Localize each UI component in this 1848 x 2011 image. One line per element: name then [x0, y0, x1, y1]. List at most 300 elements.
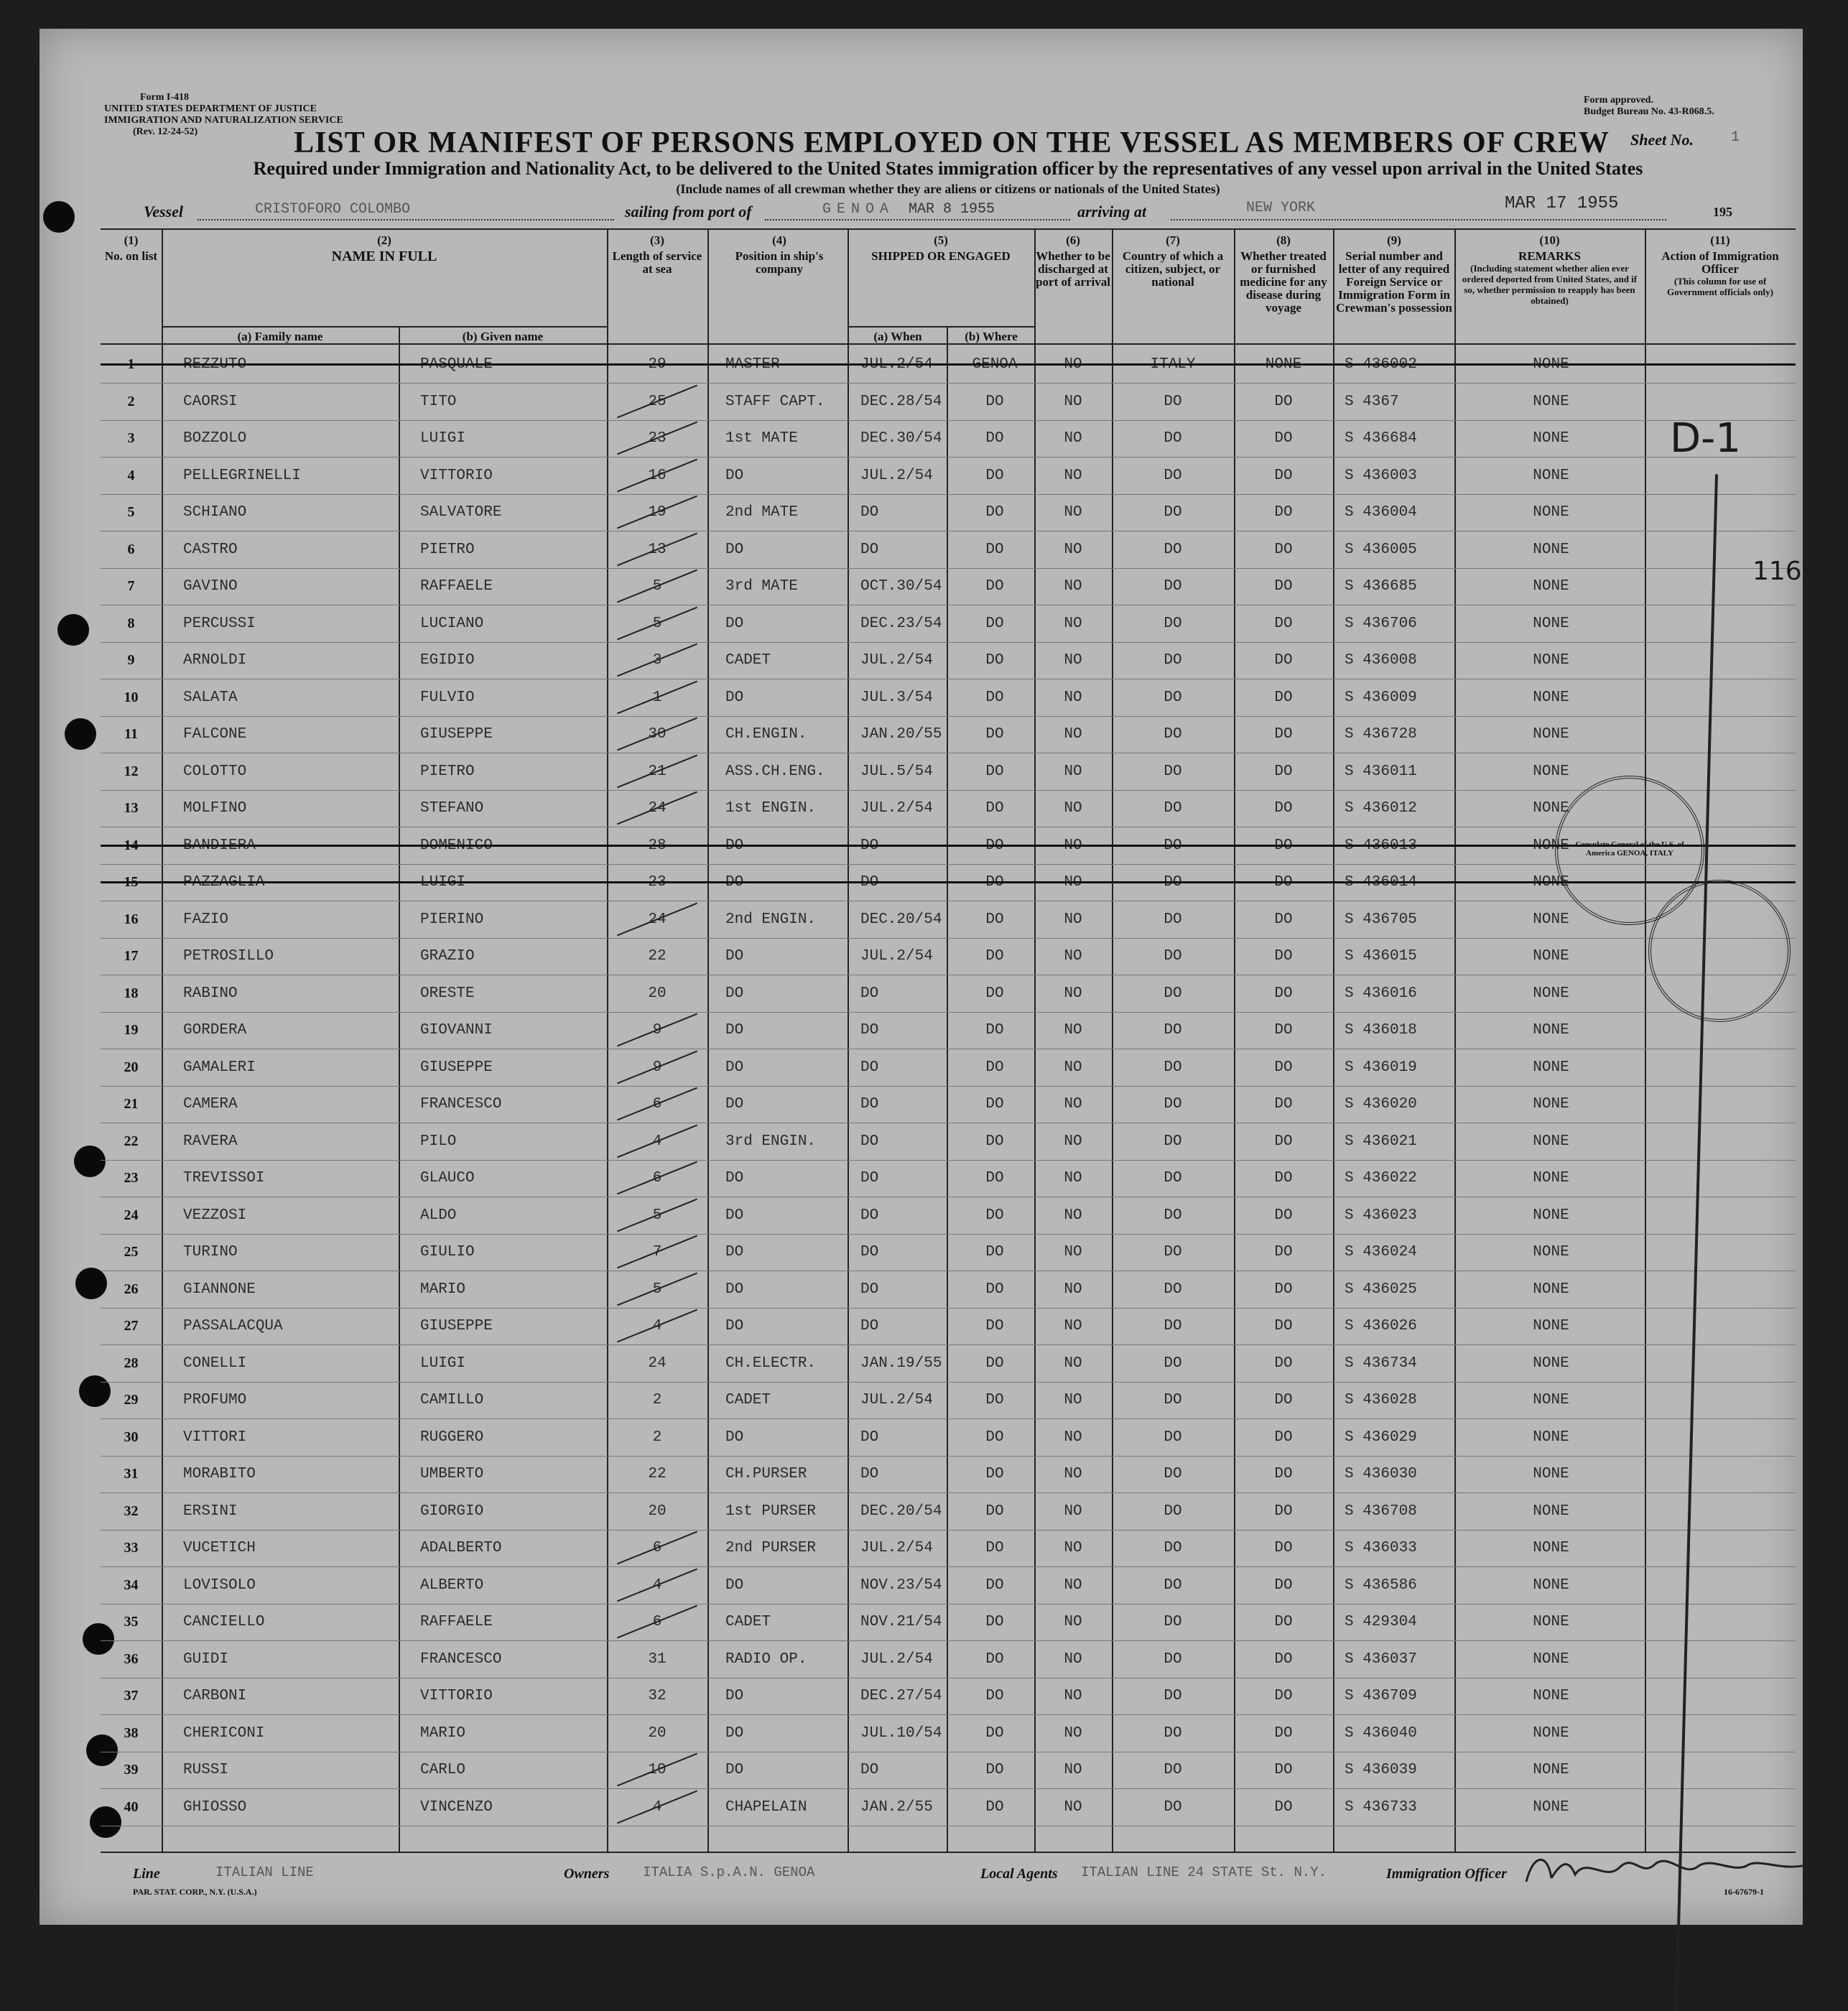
serial-number: S 436021	[1345, 1133, 1417, 1150]
family-name: CAMERA	[183, 1096, 238, 1113]
header-remarks: (10) REMARKS (Including statement whether alien ever ordered deported from United States, and if so, whether permission to reapply has been obtained)	[1462, 233, 1638, 306]
row-number: 13	[124, 800, 139, 816]
table-row	[101, 1234, 1796, 1271]
medicine: DO	[1274, 1133, 1293, 1150]
country: DO	[1164, 800, 1182, 817]
remarks: NONE	[1533, 1133, 1569, 1150]
medicine: DO	[1274, 948, 1293, 965]
position: DO	[725, 1318, 744, 1334]
medicine: DO	[1274, 1614, 1293, 1630]
shipped-when: JUL.2/54	[860, 1540, 933, 1556]
medicine: DO	[1274, 578, 1293, 595]
length-of-service: 20	[648, 985, 667, 1002]
length-of-service: 13	[648, 541, 667, 558]
table-row	[101, 1197, 1796, 1235]
table-row	[101, 864, 1796, 901]
discharged: NO	[1064, 1244, 1082, 1260]
family-name: RABINO	[183, 985, 238, 1002]
family-name: GHIOSSO	[183, 1798, 247, 1816]
remarks: NONE	[1533, 1466, 1569, 1482]
length-of-service: 4	[652, 1318, 662, 1334]
given-name: ORESTE	[420, 985, 475, 1002]
country: DO	[1164, 726, 1182, 743]
medicine: DO	[1274, 1170, 1293, 1186]
shipped-when: JUL.2/54	[860, 1392, 933, 1408]
given-name: DOMENICO	[420, 837, 493, 854]
line-label: Line	[133, 1866, 160, 1882]
serial-number: S 436011	[1345, 763, 1417, 780]
row-number: 12	[124, 763, 139, 779]
position: 2nd PURSER	[725, 1540, 817, 1556]
serial-number: S 436706	[1345, 615, 1417, 632]
given-name: RUGGERO	[420, 1429, 484, 1446]
serial-number: S 436029	[1345, 1429, 1417, 1446]
page-title: LIST OR MANIFEST OF PERSONS EMPLOYED ON THE VESSEL AS MEMBERS OF CREW	[294, 126, 1610, 159]
shipped-when: DO	[860, 1096, 879, 1113]
given-name: UMBERTO	[420, 1466, 484, 1482]
medicine: DO	[1274, 689, 1293, 706]
country: DO	[1164, 1576, 1182, 1594]
vessel-name: CRISTOFORO COLOMBO	[255, 201, 411, 218]
sailing-date: MAR 8 1955	[909, 201, 995, 218]
remarks: NONE	[1533, 1318, 1569, 1334]
medicine: DO	[1274, 615, 1293, 632]
shipped-when: DO	[860, 1207, 879, 1224]
row-number: 17	[124, 948, 139, 964]
remarks: NONE	[1533, 1540, 1569, 1556]
discharged: NO	[1064, 985, 1082, 1002]
family-name: PAZZAGLIA	[183, 874, 265, 891]
country: DO	[1164, 1170, 1182, 1186]
discharged: NO	[1064, 504, 1082, 521]
remarks: NONE	[1533, 1096, 1569, 1113]
discharged: NO	[1064, 1576, 1082, 1594]
position: DO	[725, 1096, 744, 1113]
shipped-where: DO	[985, 1318, 1004, 1334]
table-row	[101, 605, 1796, 643]
row-number: 34	[124, 1576, 139, 1593]
position: DO	[725, 1762, 744, 1778]
country: DO	[1164, 1207, 1182, 1224]
punch-hole	[57, 614, 89, 646]
remarks: NONE	[1533, 1650, 1569, 1668]
table-row	[101, 790, 1796, 827]
position: DO	[725, 615, 744, 632]
medicine: NONE	[1265, 356, 1302, 373]
table-row	[101, 1456, 1796, 1493]
table-row	[101, 1567, 1796, 1604]
family-name: VEZZOSI	[183, 1207, 247, 1224]
remarks: NONE	[1533, 800, 1569, 817]
shipped-where: DO	[985, 948, 1004, 965]
remarks: NONE	[1533, 874, 1569, 891]
family-name: CARBONI	[183, 1688, 247, 1704]
row-number: 20	[124, 1059, 139, 1075]
shipped-where: DO	[985, 430, 1004, 447]
family-name: BANDIERA	[183, 837, 256, 854]
shipped-where: GENOA	[972, 356, 1018, 373]
table-row	[101, 494, 1796, 531]
serial-number: S 436022	[1345, 1170, 1417, 1186]
table-row	[101, 1752, 1796, 1789]
medicine: DO	[1274, 1355, 1293, 1372]
given-name: FRANCESCO	[420, 1650, 502, 1668]
remarks: NONE	[1533, 1614, 1569, 1630]
position: DO	[725, 467, 744, 484]
length-of-service: 6	[652, 1540, 662, 1556]
medicine: DO	[1274, 1059, 1293, 1076]
shipped-when: DEC.27/54	[860, 1688, 942, 1704]
country: DO	[1164, 467, 1182, 484]
shipped-where: DO	[985, 541, 1004, 558]
discharged: NO	[1064, 1466, 1082, 1482]
serial-number: S 436685	[1345, 578, 1417, 595]
shipped-where: DO	[985, 1466, 1004, 1482]
shipped-when: JUL.2/54	[860, 356, 933, 373]
medicine: DO	[1274, 541, 1293, 558]
discharged: NO	[1064, 1429, 1082, 1446]
length-of-service: 10	[648, 1762, 667, 1778]
length-of-service: 29	[648, 356, 667, 373]
position: CH.PURSER	[725, 1466, 807, 1482]
shipped-where: DO	[985, 874, 1004, 891]
budget-number: Budget Bureau No. 43-R068.5.	[1584, 106, 1714, 117]
header-country: (7) Country of which a citizen, subject, or national	[1122, 233, 1224, 289]
remarks: NONE	[1533, 763, 1569, 780]
position: ASS.CH.ENG.	[725, 763, 825, 780]
position: DO	[725, 1688, 744, 1704]
medicine: DO	[1274, 467, 1293, 484]
row-number: 37	[124, 1688, 139, 1704]
shipped-where: DO	[985, 652, 1004, 669]
medicine: DO	[1274, 504, 1293, 521]
shipped-when: JUL.2/54	[860, 467, 933, 484]
country: DO	[1164, 1688, 1182, 1704]
family-name: REZZUTO	[183, 356, 247, 373]
table-row	[101, 458, 1796, 495]
medicine: DO	[1274, 1281, 1293, 1298]
table-row	[101, 1086, 1796, 1123]
length-of-service: 22	[648, 948, 667, 965]
port-of-sailing: GENOA	[822, 201, 895, 218]
header-no: (1) No. on list	[104, 233, 158, 263]
position: DO	[725, 1022, 744, 1039]
serial-number: S 436586	[1345, 1576, 1417, 1594]
shipped-where: DO	[985, 1429, 1004, 1446]
table-row	[101, 716, 1796, 753]
discharged: NO	[1064, 1355, 1082, 1372]
length-of-service: 4	[652, 1576, 662, 1594]
table-row	[101, 1345, 1796, 1383]
row-number: 33	[124, 1540, 139, 1556]
shipped-where: DO	[985, 1096, 1004, 1113]
given-name: PILO	[420, 1133, 457, 1150]
table-row	[101, 1271, 1796, 1309]
remarks: NONE	[1533, 1724, 1569, 1742]
arrival-port: NEW YORK	[1246, 200, 1316, 216]
family-name: VITTORI	[183, 1429, 247, 1446]
country: DO	[1164, 874, 1182, 891]
length-of-service: 6	[652, 1170, 662, 1186]
shipped-when: DO	[860, 1429, 879, 1446]
shipped-when: DEC.20/54	[860, 1503, 942, 1520]
header-immigration-action: (11) Action of Immigration Officer (This column for use of Government officials only)	[1661, 233, 1779, 297]
shipped-when: JUL.5/54	[860, 763, 933, 780]
serial-number: S 436016	[1345, 985, 1417, 1002]
remarks: NONE	[1533, 1281, 1569, 1298]
serial-number: S 436009	[1345, 689, 1417, 706]
given-name: RAFFAELE	[420, 578, 493, 595]
remarks: NONE	[1533, 356, 1569, 373]
given-name: MARIO	[420, 1724, 466, 1742]
remarks: NONE	[1533, 615, 1569, 632]
header-family-name: (a) Family name	[237, 330, 323, 343]
country: DO	[1164, 1650, 1182, 1668]
length-of-service: 20	[648, 1724, 667, 1742]
row-number: 35	[124, 1614, 139, 1630]
remarks: NONE	[1533, 1355, 1569, 1372]
given-name: MARIO	[420, 1281, 466, 1298]
length-of-service: 7	[652, 1244, 662, 1260]
discharged: NO	[1064, 763, 1082, 780]
serial-number: S 436734	[1345, 1355, 1417, 1372]
shipped-when: DO	[860, 985, 879, 1002]
position: 1st PURSER	[725, 1503, 817, 1520]
row-number: 15	[124, 874, 139, 890]
length-of-service: 3	[652, 652, 662, 669]
shipped-when: JUL.2/54	[860, 948, 933, 965]
table-row	[101, 1789, 1796, 1826]
serial-number: S 436037	[1345, 1650, 1417, 1668]
discharged: NO	[1064, 1318, 1082, 1334]
length-of-service: 25	[648, 393, 667, 410]
consulate-stamp-2	[1648, 880, 1791, 1022]
shipped-where: DO	[985, 1133, 1004, 1150]
serial-number: S 4367	[1345, 393, 1399, 410]
manifest-footer	[101, 1860, 1796, 1903]
given-name: GIUSEPPE	[420, 1059, 493, 1076]
position: 3rd ENGIN.	[725, 1133, 817, 1150]
medicine: DO	[1274, 1724, 1293, 1742]
serial-number: S 436033	[1345, 1540, 1417, 1556]
remarks: NONE	[1533, 1798, 1569, 1816]
remarks: NONE	[1533, 689, 1569, 706]
given-name: GIUSEPPE	[420, 726, 493, 743]
position: DO	[725, 541, 744, 558]
country: DO	[1164, 689, 1182, 706]
position: DO	[725, 689, 744, 706]
remarks: NONE	[1533, 1170, 1569, 1186]
medicine: DO	[1274, 1392, 1293, 1408]
remarks: NONE	[1533, 578, 1569, 595]
shipped-where: DO	[985, 1798, 1004, 1816]
form-code: 16-67679-1	[1724, 1887, 1764, 1897]
discharged: NO	[1064, 1059, 1082, 1076]
length-of-service: 4	[652, 1133, 662, 1150]
position: CADET	[725, 1392, 771, 1408]
shipped-where: DO	[985, 1207, 1004, 1224]
officer-signature	[1519, 1846, 1821, 1889]
table-row	[101, 346, 1796, 384]
table-row	[101, 1012, 1796, 1049]
medicine: DO	[1274, 1429, 1293, 1446]
discharged: NO	[1064, 356, 1082, 373]
given-name: STEFANO	[420, 800, 484, 817]
serial-number: S 436025	[1345, 1281, 1417, 1298]
medicine: DO	[1274, 1244, 1293, 1260]
given-name: PIERINO	[420, 911, 484, 928]
country: DO	[1164, 1724, 1182, 1742]
country: DO	[1164, 1392, 1182, 1408]
country: DO	[1164, 837, 1182, 854]
table-row	[101, 642, 1796, 679]
shipped-where: DO	[985, 578, 1004, 595]
header-name-in-full: (2) NAME IN FULL	[331, 233, 437, 264]
position: 1st MATE	[725, 430, 798, 447]
discharged: NO	[1064, 1392, 1082, 1408]
sailing-label: sailing from port of	[625, 203, 752, 220]
agency-name: UNITED STATES DEPARTMENT OF JUSTICE	[104, 103, 317, 114]
shipped-when: JUL.2/54	[860, 800, 933, 817]
given-name: GIOVANNI	[420, 1022, 493, 1039]
punch-hole	[65, 718, 96, 750]
length-of-service: 24	[648, 800, 667, 817]
discharged: NO	[1064, 578, 1082, 595]
medicine: DO	[1274, 652, 1293, 669]
serial-number: S 436024	[1345, 1244, 1417, 1260]
country: DO	[1164, 1059, 1182, 1076]
shipped-where: DO	[985, 1059, 1004, 1076]
length-of-service: 19	[648, 504, 667, 521]
discharged: NO	[1064, 726, 1082, 743]
position: CADET	[725, 652, 771, 669]
medicine: DO	[1274, 1022, 1293, 1039]
shipped-when: JUL.3/54	[860, 689, 933, 706]
position: RADIO OP.	[725, 1650, 807, 1668]
row-number: 25	[124, 1244, 139, 1260]
discharged: NO	[1064, 430, 1082, 447]
position: CH.ELECTR.	[725, 1355, 817, 1372]
header-when: (a) When	[873, 330, 922, 343]
row-number: 14	[124, 837, 139, 853]
country: DO	[1164, 1096, 1182, 1113]
position: 2nd MATE	[725, 504, 798, 521]
serial-number: S 436002	[1345, 356, 1417, 373]
remarks: NONE	[1533, 1244, 1569, 1260]
shipped-when: DO	[860, 1022, 879, 1039]
shipped-where: DO	[985, 504, 1004, 521]
serial-number: S 436023	[1345, 1207, 1417, 1224]
country: DO	[1164, 985, 1182, 1002]
country: DO	[1164, 504, 1182, 521]
row-number: 39	[124, 1762, 139, 1778]
family-name: SCHIANO	[183, 504, 247, 521]
discharged: NO	[1064, 1762, 1082, 1778]
serial-number: S 436020	[1345, 1096, 1417, 1113]
serial-number: S 436040	[1345, 1724, 1417, 1742]
shipped-when: JAN.20/55	[860, 726, 942, 743]
owners-value: ITALIA S.p.A.N. GENOA	[643, 1864, 815, 1880]
service-name: IMMIGRATION AND NATURALIZATION SERVICE	[104, 115, 343, 126]
country: DO	[1164, 948, 1182, 965]
medicine: DO	[1274, 837, 1293, 854]
table-row	[101, 568, 1796, 605]
position: STAFF CAPT.	[725, 393, 825, 410]
length-of-service: 28	[648, 837, 667, 854]
shipped-where: DO	[985, 1355, 1004, 1372]
length-of-service: 9	[652, 1059, 662, 1076]
shipped-where: DO	[985, 1688, 1004, 1704]
position: DO	[725, 1429, 744, 1446]
medicine: DO	[1274, 1540, 1293, 1556]
family-name: PETROSILLO	[183, 948, 274, 965]
form-approval: Form approved.	[1584, 95, 1653, 106]
shipped-where: DO	[985, 1244, 1004, 1260]
shipped-where: DO	[985, 1650, 1004, 1668]
length-of-service: 31	[648, 1650, 667, 1668]
family-name: CASTRO	[183, 541, 238, 558]
family-name: GAVINO	[183, 578, 238, 595]
remarks: NONE	[1533, 911, 1569, 928]
year-suffix: 195	[1713, 205, 1732, 219]
shipped-where: DO	[985, 911, 1004, 928]
remarks: NONE	[1533, 1762, 1569, 1778]
table-row	[101, 1160, 1796, 1197]
row-number: 40	[124, 1798, 139, 1815]
discharged: NO	[1064, 1724, 1082, 1742]
medicine: DO	[1274, 800, 1293, 817]
revision-date: (Rev. 12-24-52)	[133, 126, 198, 137]
shipped-when: DO	[860, 504, 879, 521]
serial-number: S 436003	[1345, 467, 1417, 484]
family-name: VUCETICH	[183, 1540, 256, 1556]
shipped-where: DO	[985, 1540, 1004, 1556]
position: 1st ENGIN.	[725, 800, 817, 817]
shipped-when: DO	[860, 1059, 879, 1076]
officer-label: Immigration Officer	[1386, 1866, 1507, 1882]
length-of-service: 23	[648, 874, 667, 891]
length-of-service: 21	[648, 763, 667, 780]
row-number: 22	[124, 1133, 139, 1149]
shipped-when: DO	[860, 1762, 879, 1778]
country: DO	[1164, 1503, 1182, 1520]
given-name: EGIDIO	[420, 652, 475, 669]
family-name: CAORSI	[183, 393, 238, 410]
shipped-where: DO	[985, 1281, 1004, 1298]
sheet-label: Sheet No.	[1630, 131, 1694, 149]
shipped-when: DO	[860, 541, 879, 558]
length-of-service: 1	[652, 689, 662, 706]
discharged: NO	[1064, 1650, 1082, 1668]
serial-number: S 436004	[1345, 504, 1417, 521]
medicine: DO	[1274, 911, 1293, 928]
serial-number: S 436014	[1345, 874, 1417, 891]
country: DO	[1164, 911, 1182, 928]
d1-annotation: D-1	[1670, 415, 1741, 462]
family-name: GIANNONE	[183, 1281, 256, 1298]
remarks: NONE	[1533, 467, 1569, 484]
position: DO	[725, 948, 744, 965]
medicine: DO	[1274, 1503, 1293, 1520]
shipped-where: DO	[985, 1392, 1004, 1408]
table-row	[101, 901, 1796, 939]
remarks: NONE	[1533, 948, 1569, 965]
table-row	[101, 1123, 1796, 1161]
family-name: FAZIO	[183, 911, 229, 928]
row-number: 5	[127, 504, 135, 520]
shipped-when: JUL.2/54	[860, 1650, 933, 1668]
length-of-service: 24	[648, 911, 667, 928]
